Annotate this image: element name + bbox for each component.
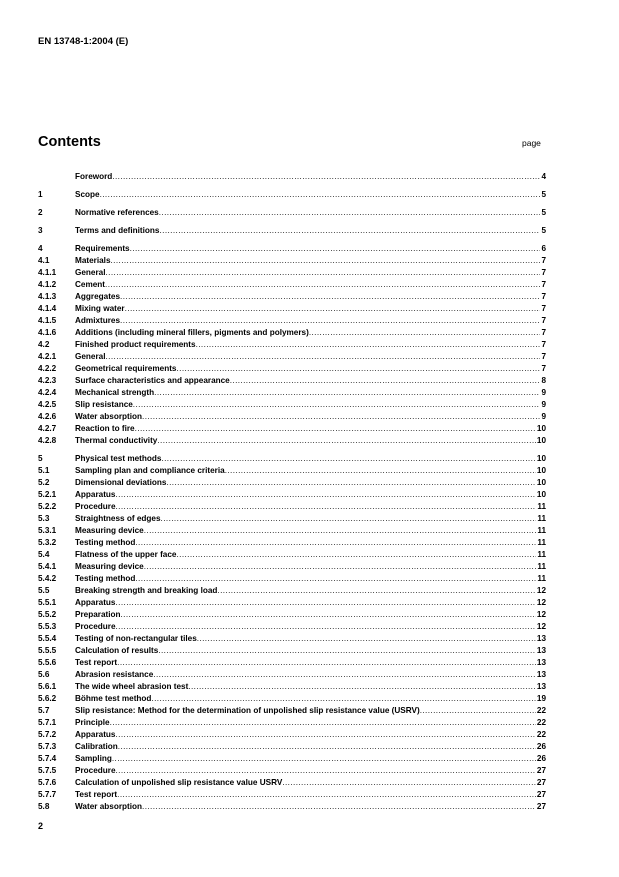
toc-entry-page: 27 (536, 766, 546, 775)
toc-entry-page: 11 (537, 514, 546, 523)
toc-entry-number: 5.3.1 (38, 526, 57, 535)
toc-entry-title: Water absorption (75, 412, 143, 421)
toc-entry-title: Test report (75, 658, 118, 667)
toc-dot-leader (144, 561, 537, 573)
toc-entry-page: 7 (541, 340, 546, 349)
toc-entry-title: Mechanical strength (75, 388, 155, 397)
toc-entry-title: Procedure (75, 502, 116, 511)
toc-entry[interactable] (38, 789, 546, 801)
toc-entry-page: 11 (537, 538, 546, 547)
toc-dot-leader (116, 765, 536, 777)
toc-entry-number: 5.2.2 (38, 502, 57, 511)
toc-entry-title: Reaction to fire (75, 424, 135, 433)
toc-entry-number: 4.1.1 (38, 268, 57, 277)
toc-entry-number: 5.4.1 (38, 562, 57, 571)
toc-entry-title: Foreword (75, 172, 113, 181)
toc-entry[interactable] (38, 753, 546, 765)
toc-entry-number: 4.1.2 (38, 280, 57, 289)
toc-entry-page: 5 (541, 226, 546, 235)
toc-entry-page: 7 (541, 352, 546, 361)
toc-dot-leader (116, 489, 536, 501)
toc-entry-title: Aggregates (75, 292, 121, 301)
toc-dot-leader (197, 633, 536, 645)
toc-entry[interactable] (38, 801, 546, 813)
toc-entry[interactable] (38, 609, 546, 621)
toc-entry-page: 13 (536, 670, 546, 679)
toc-entry-page: 10 (536, 454, 546, 463)
toc-entry[interactable] (38, 645, 546, 657)
toc-entry[interactable] (38, 585, 546, 597)
toc-entry-title: Geometrical requirements (75, 364, 177, 373)
toc-entry-title: General (75, 268, 106, 277)
toc-dot-leader (151, 693, 535, 705)
toc-entry[interactable] (38, 633, 546, 645)
toc-entry[interactable] (38, 501, 546, 513)
toc-entry-number: 5.7.7 (38, 790, 57, 799)
toc-entry[interactable] (38, 327, 546, 339)
toc-entry-page: 12 (536, 610, 546, 619)
toc-dot-leader (161, 453, 535, 465)
toc-entry-number: 5.1 (38, 466, 50, 475)
toc-dot-leader (106, 267, 541, 279)
toc-entry-title: General (75, 352, 106, 361)
toc-entry[interactable] (38, 657, 546, 669)
toc-entry-page: 12 (536, 622, 546, 631)
toc-entry[interactable] (38, 291, 546, 303)
toc-entry-number: 5.7.1 (38, 718, 57, 727)
toc-entry[interactable] (38, 489, 546, 501)
toc-entry-page: 22 (536, 706, 546, 715)
toc-entry-page: 12 (536, 586, 546, 595)
toc-entry-page: 5 (541, 190, 546, 199)
toc-entry-title: Abrasion resistance (75, 670, 154, 679)
toc-dot-leader (157, 435, 536, 447)
toc-entry-title: Breaking strength and breaking load (75, 586, 218, 595)
toc-dot-leader (225, 465, 536, 477)
toc-dot-leader (133, 399, 541, 411)
toc-entry-number: 4.2.6 (38, 412, 57, 421)
toc-entry-title: Water absorption (75, 802, 143, 811)
toc-entry[interactable] (38, 525, 546, 537)
toc-entry-title: Terms and definitions (75, 226, 160, 235)
toc-entry-title: Sampling (75, 754, 112, 763)
toc-entry-title: Surface characteristics and appearance (75, 376, 230, 385)
toc-entry-title: Apparatus (75, 598, 116, 607)
toc-entry[interactable] (38, 243, 546, 255)
toc-entry-title: Flatness of the upper face (75, 550, 177, 559)
toc-entry-page: 7 (541, 256, 546, 265)
toc-entry-title: Apparatus (75, 490, 116, 499)
toc-entry[interactable] (38, 255, 546, 267)
toc-entry-title: Calculation of results (75, 646, 159, 655)
toc-entry[interactable] (38, 537, 546, 549)
toc-entry-page: 13 (536, 634, 546, 643)
toc-entry-page: 10 (536, 490, 546, 499)
toc-dot-leader (420, 705, 536, 717)
toc-entry-title: Preparation (75, 610, 121, 619)
toc-dot-leader (120, 291, 540, 303)
toc-entry-title: Finished product requirements (75, 340, 196, 349)
toc-dot-leader (142, 411, 540, 423)
toc-entry-number: 5.4 (38, 550, 50, 559)
toc-dot-leader (161, 513, 537, 525)
toc-entry-title: Testing of non-rectangular tiles (75, 634, 197, 643)
toc-entry-title: Calculation of unpolished slip resistance value USRV (75, 778, 283, 787)
toc-entry[interactable] (38, 363, 546, 375)
toc-entry-number: 5.4.2 (38, 574, 57, 583)
toc-entry-number: 5.3.2 (38, 538, 57, 547)
toc-entry-page: 7 (541, 364, 546, 373)
toc-entry-number: 5.5.1 (38, 598, 57, 607)
toc-entry-number: 5.7.5 (38, 766, 57, 775)
toc-entry-title: Scope (75, 190, 100, 199)
toc-dot-leader (166, 477, 535, 489)
toc-dot-leader (135, 423, 536, 435)
toc-entry-title: Measuring device (75, 562, 144, 571)
toc-entry[interactable] (38, 513, 546, 525)
toc-entry-number: 5.5.2 (38, 610, 57, 619)
toc-dot-leader (111, 255, 541, 267)
toc-entry-page: 12 (536, 598, 546, 607)
toc-entry-title: Straightness of edges (75, 514, 161, 523)
toc-entry-number: 4.1.6 (38, 328, 57, 337)
toc-entry-number: 5.7 (38, 706, 50, 715)
toc-entry-page: 7 (541, 316, 546, 325)
toc-entry-number: 2 (38, 208, 43, 217)
toc-entry-number: 5.5.5 (38, 646, 57, 655)
toc-entry-page: 7 (541, 292, 546, 301)
toc-entry-title: Materials (75, 256, 111, 265)
toc-dot-leader (196, 339, 541, 351)
toc-entry[interactable] (38, 597, 546, 609)
toc-entry-page: 27 (536, 802, 546, 811)
toc-entry[interactable] (38, 465, 546, 477)
toc-entry-title: Mixing water (75, 304, 125, 313)
toc-entry-number: 5.7.6 (38, 778, 57, 787)
toc-entry-page: 10 (536, 478, 546, 487)
toc-entry-number: 5.6.1 (38, 682, 57, 691)
toc-entry[interactable] (38, 303, 546, 315)
toc-dot-leader (117, 657, 536, 669)
toc-dot-leader (118, 741, 536, 753)
table-of-contents (38, 171, 546, 813)
toc-dot-leader (117, 789, 536, 801)
toc-entry[interactable] (38, 171, 546, 183)
toc-entry-number: 4.2.8 (38, 436, 57, 445)
toc-entry[interactable] (38, 387, 546, 399)
toc-entry-page: 11 (537, 574, 546, 583)
toc-dot-leader (176, 363, 540, 375)
toc-entry-page: 11 (537, 550, 546, 559)
toc-dot-leader (159, 225, 540, 237)
toc-entry-title: Slip resistance: Method for the determination of unpolished slip resistance value (USRV) (75, 706, 420, 715)
toc-entry-number: 4.1.3 (38, 292, 57, 301)
toc-dot-leader (176, 549, 536, 561)
toc-entry[interactable] (38, 453, 546, 465)
toc-entry-page: 11 (537, 526, 546, 535)
toc-entry-page: 11 (537, 502, 546, 511)
toc-dot-leader (282, 777, 536, 789)
toc-dot-leader (112, 753, 536, 765)
toc-entry-title: Testing method (75, 538, 136, 547)
toc-entry-number: 1 (38, 190, 43, 199)
toc-entry-page: 22 (536, 718, 546, 727)
toc-dot-leader (188, 681, 536, 693)
toc-entry[interactable] (38, 411, 546, 423)
toc-entry[interactable] (38, 435, 546, 447)
toc-entry-page: 9 (541, 388, 546, 397)
toc-entry-page: 7 (541, 328, 546, 337)
toc-entry-number: 3 (38, 226, 43, 235)
toc-entry-page: 5 (541, 208, 546, 217)
toc-entry[interactable] (38, 477, 546, 489)
toc-entry-title: Apparatus (75, 730, 116, 739)
toc-entry-number: 4.2.5 (38, 400, 57, 409)
toc-entry-number: 5 (38, 454, 43, 463)
toc-entry-number: 5.7.4 (38, 754, 57, 763)
toc-entry-number: 4.2.7 (38, 424, 57, 433)
toc-dot-leader (100, 189, 541, 201)
toc-entry-title: Slip resistance (75, 400, 133, 409)
toc-entry[interactable] (38, 729, 546, 741)
toc-entry-page: 9 (541, 400, 546, 409)
toc-entry-number: 4.2.2 (38, 364, 57, 373)
toc-entry[interactable] (38, 669, 546, 681)
toc-entry[interactable] (38, 693, 546, 705)
toc-entry[interactable] (38, 561, 546, 573)
toc-dot-leader (110, 717, 536, 729)
toc-entry-page: 22 (536, 730, 546, 739)
toc-entry-number: 5.5.4 (38, 634, 57, 643)
toc-entry[interactable] (38, 279, 546, 291)
toc-entry[interactable] (38, 549, 546, 561)
toc-entry-number: 4.2 (38, 340, 50, 349)
toc-entry-title: The wide wheel abrasion test (75, 682, 189, 691)
toc-entry-number: 4.1.5 (38, 316, 57, 325)
toc-entry-number: 4.2.4 (38, 388, 57, 397)
toc-entry-title: Calibration (75, 742, 118, 751)
toc-entry-number: 5.2 (38, 478, 50, 487)
toc-dot-leader (217, 585, 535, 597)
toc-entry-page: 7 (541, 280, 546, 289)
toc-entry-title: Test report (75, 790, 118, 799)
toc-entry-title: Normative references (75, 208, 159, 217)
toc-entry-page: 7 (541, 268, 546, 277)
toc-entry-title: Admixtures (75, 316, 121, 325)
toc-entry-title: Procedure (75, 622, 116, 631)
toc-entry-title: Dimensional deviations (75, 478, 167, 487)
toc-entry-title: Sampling plan and compliance criteria (75, 466, 225, 475)
toc-entry-number: 5.6 (38, 670, 50, 679)
toc-entry[interactable] (38, 267, 546, 279)
toc-entry-page: 6 (541, 244, 546, 253)
toc-entry-number: 4.2.3 (38, 376, 57, 385)
toc-entry-number: 5.8 (38, 802, 50, 811)
toc-dot-leader (121, 609, 536, 621)
toc-entry-page: 10 (536, 436, 546, 445)
toc-entry[interactable] (38, 621, 546, 633)
toc-dot-leader (120, 315, 540, 327)
toc-dot-leader (142, 801, 536, 813)
toc-dot-leader (153, 669, 536, 681)
toc-entry-number: 5.3 (38, 514, 50, 523)
toc-entry-title: Additions (including mineral fillers, pigments and polymers) (75, 328, 309, 337)
toc-entry[interactable] (38, 351, 546, 363)
toc-dot-leader (135, 573, 536, 585)
toc-entry[interactable] (38, 681, 546, 693)
toc-entry-page: 10 (536, 466, 546, 475)
toc-entry-number: 4.1 (38, 256, 50, 265)
toc-entry[interactable] (38, 225, 546, 237)
toc-entry-number: 5.7.2 (38, 730, 57, 739)
toc-dot-leader (135, 537, 536, 549)
toc-entry[interactable] (38, 315, 546, 327)
toc-dot-leader (154, 387, 540, 399)
page-title: Contents (38, 134, 101, 150)
toc-entry-page: 10 (536, 424, 546, 433)
toc-dot-leader (116, 621, 536, 633)
toc-entry[interactable] (38, 765, 546, 777)
toc-dot-leader (116, 597, 536, 609)
toc-entry-number: 5.5.6 (38, 658, 57, 667)
toc-dot-leader (230, 375, 541, 387)
toc-entry-number: 4 (38, 244, 43, 253)
toc-entry-title: Requirements (75, 244, 130, 253)
toc-dot-leader (158, 645, 536, 657)
toc-entry-title: Cement (75, 280, 106, 289)
toc-dot-leader (105, 279, 540, 291)
toc-entry-page: 7 (541, 304, 546, 313)
toc-dot-leader (159, 207, 541, 219)
toc-entry[interactable] (38, 717, 546, 729)
toc-dot-leader (125, 303, 541, 315)
toc-dot-leader (309, 327, 541, 339)
toc-entry-number: 5.5 (38, 586, 50, 595)
toc-dot-leader (106, 351, 541, 363)
toc-entry-title: Procedure (75, 766, 116, 775)
toc-entry-page: 9 (541, 412, 546, 421)
toc-entry-title: Physical test methods (75, 454, 162, 463)
toc-entry[interactable] (38, 777, 546, 789)
toc-dot-leader (116, 729, 536, 741)
toc-entry[interactable] (38, 423, 546, 435)
toc-entry[interactable] (38, 399, 546, 411)
toc-entry-title: Böhme test method (75, 694, 152, 703)
toc-entry-page: 8 (541, 376, 546, 385)
toc-entry-title: Testing method (75, 574, 136, 583)
toc-entry[interactable] (38, 189, 546, 201)
toc-entry[interactable] (38, 573, 546, 585)
toc-entry-number: 5.7.3 (38, 742, 57, 751)
toc-dot-leader (130, 243, 541, 255)
document-header: EN 13748-1:2004 (E) (38, 36, 129, 47)
toc-entry-number: 5.2.1 (38, 490, 57, 499)
toc-entry-page: 27 (536, 790, 546, 799)
toc-entry-title: Measuring device (75, 526, 144, 535)
toc-entry[interactable] (38, 339, 546, 351)
toc-entry-title: Principle (75, 718, 110, 727)
toc-entry-page: 11 (537, 562, 546, 571)
toc-entry-page: 13 (536, 646, 546, 655)
toc-entry-title: Thermal conductivity (75, 436, 158, 445)
page-column-label: page (522, 138, 541, 148)
toc-entry[interactable] (38, 375, 546, 387)
toc-entry-number: 5.5.3 (38, 622, 57, 631)
toc-entry[interactable] (38, 705, 546, 717)
toc-entry-number: 4.1.4 (38, 304, 57, 313)
toc-entry[interactable] (38, 741, 546, 753)
toc-dot-leader (144, 525, 537, 537)
toc-entry-page: 13 (536, 658, 546, 667)
toc-entry-page: 27 (536, 778, 546, 787)
toc-entry-number: 5.6.2 (38, 694, 57, 703)
toc-entry-page: 26 (536, 754, 546, 763)
toc-entry-page: 26 (536, 742, 546, 751)
toc-entry-page: 13 (536, 682, 546, 691)
toc-entry[interactable] (38, 207, 546, 219)
toc-dot-leader (112, 171, 540, 183)
page-number: 2 (38, 821, 44, 831)
toc-entry-page: 4 (541, 172, 546, 181)
toc-entry-page: 19 (536, 694, 546, 703)
toc-entry-number: 4.2.1 (38, 352, 57, 361)
toc-dot-leader (116, 501, 537, 513)
